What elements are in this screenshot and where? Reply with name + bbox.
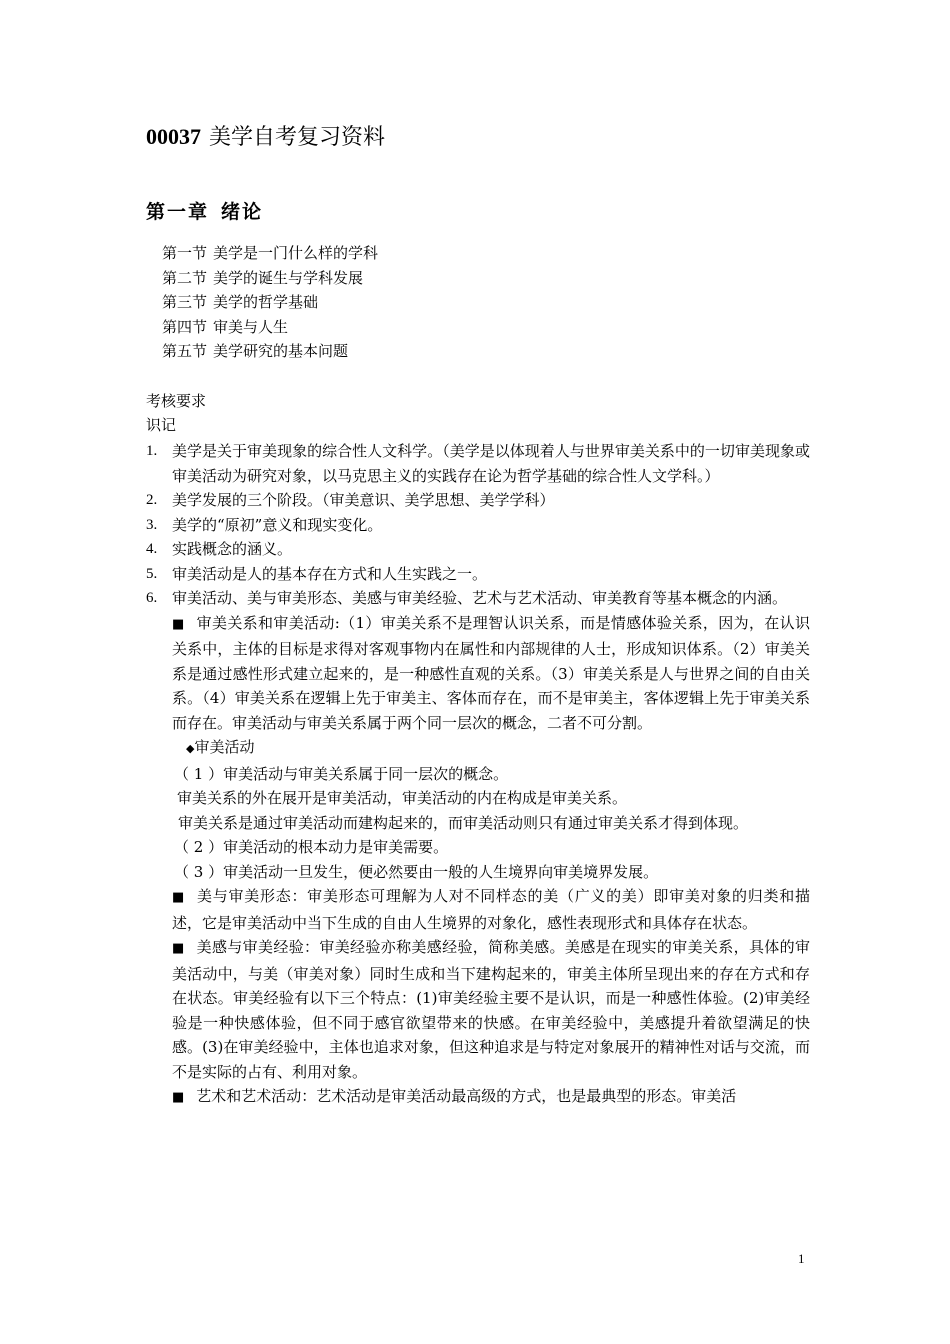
activity-line: 审美关系是通过审美活动而建构起来的，而审美活动则只有通过审美关系才得到体现。: [178, 813, 749, 832]
section-list: [162, 241, 378, 364]
title-text: 美学自考复习资料: [209, 125, 386, 150]
list-item: 5. 审美活动是人的基本存在方式和人生实践之一。: [146, 564, 488, 583]
activity-line: （ 3 ）审美活动一旦发生，便必然要由一般的人生境界向审美境界发展。: [174, 862, 659, 881]
activity-heading: ◆审美活动: [186, 738, 255, 756]
square-bullet-icon: ■: [172, 1090, 185, 1105]
course-code: 00037: [146, 124, 201, 149]
chapter-heading: [146, 198, 263, 226]
section-item: 第二节 美学的诞生与学科发展: [162, 268, 364, 287]
memorize-label: 识记: [146, 416, 177, 434]
activity-line: 审美关系的外在展开是审美活动，审美活动的内在构成是审美关系。: [177, 789, 628, 807]
section-item: 第一节 美学是一门什么样的学科: [162, 244, 379, 262]
list-item: 2. 美学发展的三个阶段。（审美意识、美学思想、美学学科）: [146, 491, 555, 509]
art-paragraph: ■ 艺术和艺术活动：艺术活动是审美活动最高级的方式，也是最典型的形态。审美活: [146, 1084, 810, 1111]
relation-paragraph: ■ 审美关系和审美活动:（1）审美关系不是理智认识关系，而是情感体验关系，因为，在认识关系中，主体的目标是求得对客观事物内在属性和内部规律的人士，形成知识体系。（2）审美关系是通过感性形式建立起来的，是一种感性直观的关系。（3）审美关系是人与世界之间的自由关系。（4）审美关系在逻辑上先于审美主、客体而存在，而不是审美主，客体逻辑上先于审美关系而存在。审美活动与审美关系属于两个同一层次的概念，二者不可分割。: [172, 613, 810, 732]
section-item: 第三节 美学的哲学基础: [162, 293, 319, 311]
list-item: 6. 审美活动、美与审美形态、美感与审美经验、艺术与艺术活动、审美教育等基本概念的内涵。: [146, 589, 788, 607]
square-bullet-icon: ■: [172, 941, 185, 956]
page-number: 1: [798, 1251, 805, 1266]
list-item: 4. 实践概念的涵义。: [146, 540, 293, 558]
experience-paragraph: ■ 美感与审美经验：审美经验亦称美感经验，简称美感。美感是在现实的审美关系，具体的审美活动中，与美（审美对象）同时生成和当下建构起来的，审美主体所呈现出来的存在方式和存在状态。审美经验有以下三个特点：(1)审美经验主要不是认识，而是一种感性体验。(2)审美经验是一种快感体验，但不同于感官欲望带来的快感。在审美经验中，美感提升着欲望满足的快感。(3)在审美经验中，主体也追求对象，但这种追求是与特定对象展开的精神性对话与交流，而不是实际的占有、利用对象。: [172, 938, 810, 1081]
chapter-name: 绪论: [221, 201, 264, 223]
activity-line: （ 2 ）审美活动的根本动力是审美需要。: [174, 838, 449, 856]
requirements-label: 考核要求: [146, 392, 207, 410]
square-bullet-icon: ■: [172, 616, 185, 632]
activity-line: （ 1 ）审美活动与审美关系属于同一层次的概念。: [174, 764, 509, 783]
section-item: 第五节 美学研究的基本问题: [162, 342, 349, 360]
document-title: [146, 122, 385, 153]
section-item: 第四节 审美与人生: [162, 317, 289, 336]
list-item: 1. 美学是关于审美现象的综合性人文科学。（美学是以体现着人与世界审美关系中的一切审美现象或审美活动为研究对象，以马克思主义的实践存在论为哲学基础的综合性人文学科。）: [146, 442, 810, 485]
content-body: [146, 439, 810, 1111]
chapter-number: 第一章: [146, 201, 210, 223]
diamond-bullet-icon: ◆: [186, 742, 195, 755]
beauty-paragraph: ■ 美与审美形态：审美形态可理解为人对不同样态的美（广义的美）即审美对象的归类和描述，它是审美活动中当下生成的自由人生境界的对象化，感性表现形式和具体存在状态。: [172, 887, 810, 932]
square-bullet-icon: ■: [172, 890, 185, 905]
list-item: 3. 美学的“原初”意义和现实变化。: [146, 515, 383, 534]
